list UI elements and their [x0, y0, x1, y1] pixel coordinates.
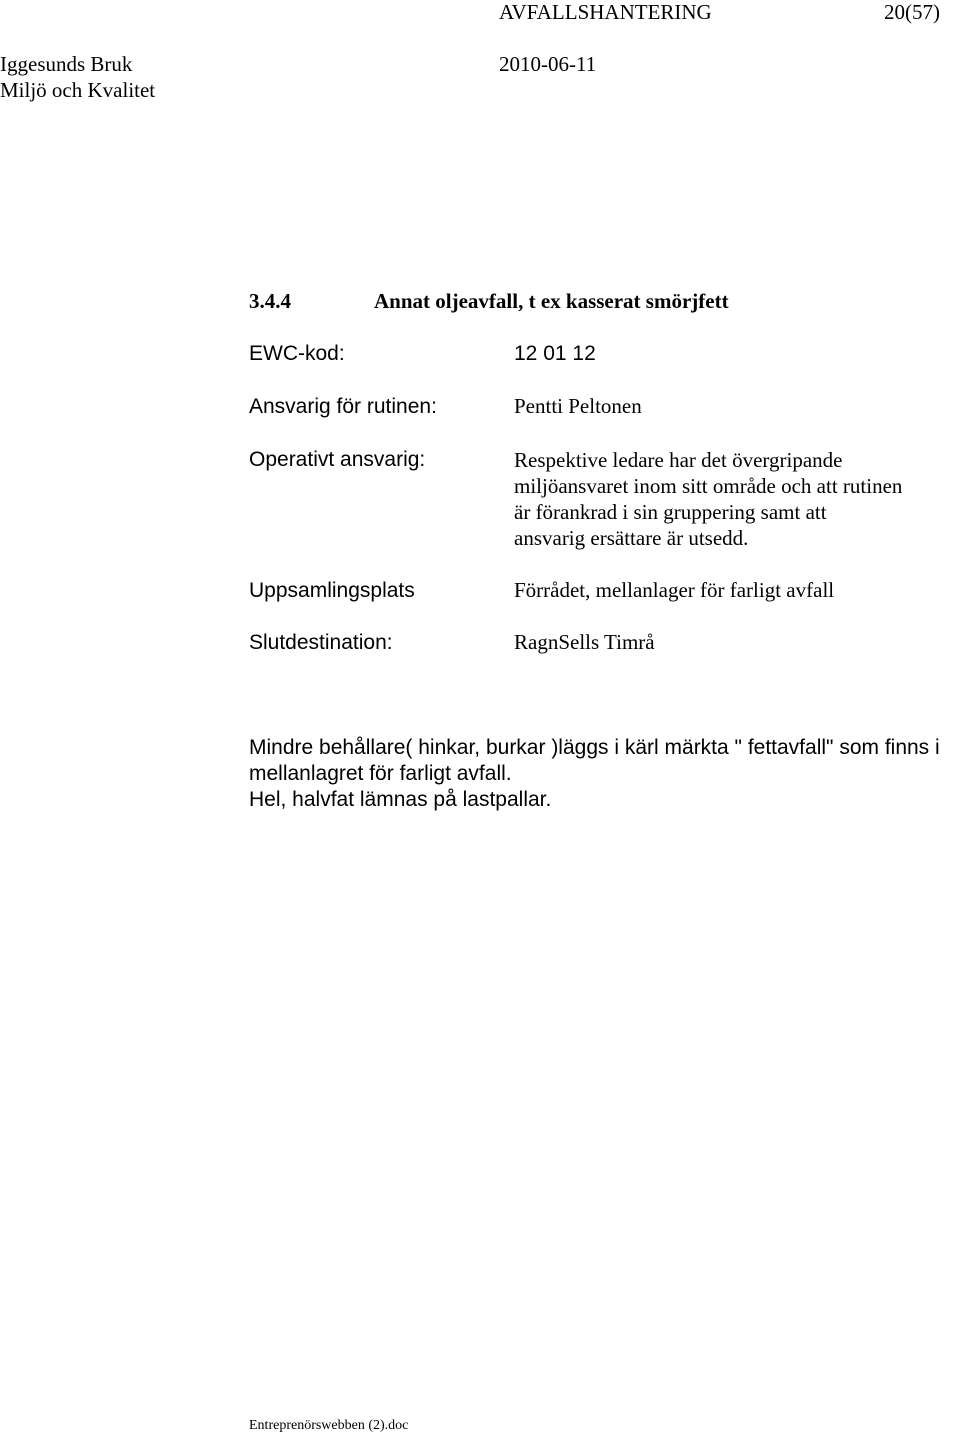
document-title: AVFALLSHANTERING — [499, 0, 712, 24]
ewc-label: EWC-kod: — [249, 342, 345, 365]
ewc-value: 12 01 12 — [514, 342, 596, 365]
department-name: Miljö och Kvalitet — [0, 78, 156, 102]
operative-label: Operativt ansvarig: — [249, 448, 426, 471]
responsible-value: Pentti Peltonen — [514, 394, 642, 418]
destination-label: Slutdestination: — [249, 631, 393, 654]
operative-line: Respektive ledare har det övergripande — [514, 448, 843, 472]
body-line: Hel, halvfat lämnas på lastpallar. — [249, 788, 552, 811]
operative-line: miljöansvaret inom sitt område och att rutinen — [514, 474, 903, 498]
collection-value: Förrådet, mellanlager för farligt avfall — [514, 578, 835, 602]
operative-line: är förankrad i sin gruppering samt att — [514, 500, 827, 524]
section-title: Annat oljeavfall, t ex kasserat smörjfett — [374, 289, 729, 313]
body-paragraph — [249, 735, 940, 813]
collection-label: Uppsamlingsplats — [249, 579, 415, 602]
body-line: Mindre behållare( hinkar, burkar )läggs i kärl märkta " fettavfall" som finns i — [249, 736, 940, 759]
operative-line: ansvarig ersättare är utsedd. — [514, 526, 749, 550]
section-number: 3.4.4 — [249, 289, 291, 313]
page-number: 20(57) — [884, 0, 940, 24]
body-line: mellanlagret för farligt avfall. — [249, 762, 512, 785]
responsible-label: Ansvarig för rutinen: — [249, 395, 437, 418]
operative-value — [514, 447, 902, 551]
footer-filename: Entreprenörswebben (2).doc — [249, 1418, 409, 1433]
destination-value: RagnSells Timrå — [514, 630, 655, 654]
document-date: 2010-06-11 — [499, 52, 597, 76]
company-name: Iggesunds Bruk — [0, 52, 133, 76]
